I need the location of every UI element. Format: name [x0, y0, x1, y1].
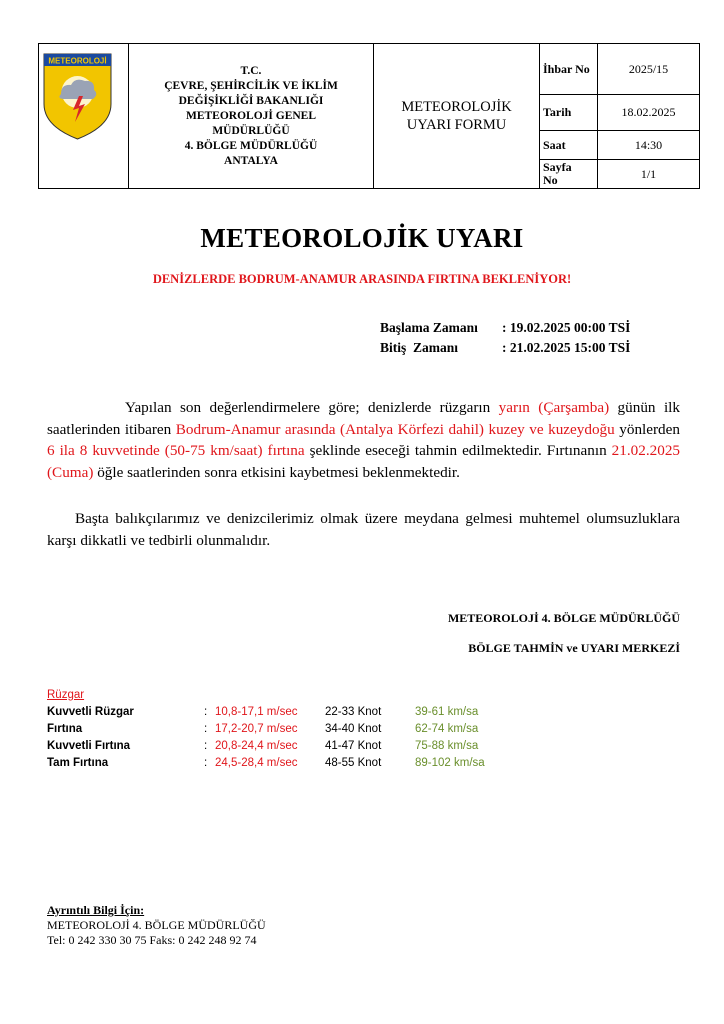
- ministry-line: ÇEVRE, ŞEHİRCİLİK VE İKLİM: [164, 79, 338, 92]
- wind-kmh: 39-61 km/sa: [415, 705, 479, 718]
- warning-subtitle: DENİZLERDE BODRUM-ANAMUR ARASINDA FIRTINA BEKLENİYOR!: [152, 272, 572, 286]
- header-table: [38, 43, 700, 189]
- contact-phone: Tel: 0 242 330 30 75 Faks: 0 242 248 92 74: [47, 933, 257, 947]
- meteoroloji-logo-icon: [39, 44, 128, 188]
- tarih-label: Tarih: [543, 105, 572, 119]
- signature-center: BÖLGE TAHMİN ve UYARI MERKEZİ: [468, 641, 680, 655]
- start-time-label: Başlama Zamanı: [380, 320, 478, 335]
- paragraph-highlight: Bodrum-Anamur arasında (Antalya Körfezi dahil) kuzey ve kuzeydoğu: [175, 420, 615, 438]
- ihbar-no-label: İhbar No: [543, 61, 590, 76]
- sayfa-no-label: Sayfa No: [543, 160, 572, 187]
- contact-heading: Ayrıntılı Bilgi İçin:: [47, 903, 145, 917]
- contact-info: [47, 903, 266, 948]
- saat-label: Saat: [543, 137, 566, 152]
- paragraph-highlight: 21.02.2025 (Cuma): [47, 442, 680, 481]
- form-title-line: UYARI FORMU: [406, 117, 507, 133]
- paragraph-text: yönlerden: [614, 420, 680, 438]
- paragraph-highlight: yarın (Çarşamba): [498, 399, 610, 416]
- paragraph-text: öğle saatlerinden sonra etkisini kaybetmesi beklenmektedir.: [93, 463, 460, 481]
- wind-knot: 48-55 Knot: [325, 756, 382, 769]
- advice-paragraph: Başta balıkçılarımız ve denizcilerimiz olmak üzere meydana gelmesi muhtemel olumsuzluklara karşı dikkatli ve tedbirli olunmalıdır.: [47, 510, 680, 549]
- wind-row: [47, 754, 525, 771]
- ministry-line: DEĞİŞİKLİĞİ BAKANLIĞI: [178, 94, 324, 107]
- logo: [39, 44, 128, 188]
- time-range: [380, 318, 630, 358]
- saat-value: 14:30: [634, 137, 663, 152]
- signature-office: METEOROLOJİ 4. BÖLGE MÜDÜRLÜĞÜ: [447, 611, 680, 625]
- wind-colon: :: [204, 756, 208, 769]
- wind-kmh: 62-74 km/sa: [415, 722, 479, 735]
- page-title: METEOROLOJİK UYARI: [200, 223, 524, 253]
- wind-ms: 24,5-28,4 m/sec: [215, 756, 298, 769]
- wind-ms: 17,2-20,7 m/sec: [215, 722, 298, 735]
- ministry-line: ANTALYA: [224, 154, 278, 167]
- paragraph-text: günün ilk saatlerinden itibaren: [47, 399, 680, 438]
- form-title-line: METEOROLOJİK: [401, 99, 512, 115]
- wind-colon: :: [204, 705, 208, 718]
- wind-colon: :: [204, 739, 208, 752]
- wind-category: Kuvvetli Fırtına: [47, 739, 131, 752]
- wind-scale-table: [47, 689, 525, 771]
- ministry-line: METEOROLOJİ GENEL: [185, 109, 317, 122]
- wind-category: Tam Fırtına: [47, 756, 109, 769]
- sayfa-no-value: 1/1: [640, 166, 657, 181]
- contact-office: METEOROLOJİ 4. BÖLGE MÜDÜRLÜĞÜ: [47, 918, 266, 932]
- ministry-line: T.C.: [240, 64, 262, 77]
- paragraph-highlight: 6 ila 8 kuvvetinde (50-75 km/saat) fırtına: [47, 442, 305, 459]
- tarih-value: 18.02.2025: [621, 105, 676, 119]
- paragraph-text: Yapılan son değerlendirmelere göre; denizlerde rüzgarın: [125, 399, 499, 416]
- wind-knot: 22-33 Knot: [325, 705, 382, 718]
- wind-kmh: 89-102 km/sa: [415, 756, 485, 769]
- wind-colon: :: [204, 722, 208, 735]
- wind-heading: Rüzgar: [47, 689, 85, 701]
- ministry-name: [129, 44, 373, 188]
- wind-row: [47, 737, 525, 754]
- ihbar-no-value: 2025/15: [628, 61, 669, 76]
- wind-kmh: 75-88 km/sa: [415, 739, 479, 752]
- start-time-value: : 19.02.2025 00:00 TSİ: [502, 320, 631, 335]
- wind-ms: 10,8-17,1 m/sec: [215, 705, 298, 718]
- end-time-value: : 21.02.2025 15:00 TSİ: [502, 340, 631, 355]
- warning-paragraph: [47, 397, 680, 483]
- wind-knot: 41-47 Knot: [325, 739, 382, 752]
- wind-category: Fırtına: [47, 722, 83, 735]
- ministry-line: 4. BÖLGE MÜDÜRLÜĞÜ: [184, 139, 318, 152]
- end-time-label: Bitiş Zamanı: [380, 340, 459, 355]
- wind-ms: 20,8-24,4 m/sec: [215, 739, 298, 752]
- wind-row: [47, 703, 525, 720]
- wind-category: Kuvvetli Rüzgar: [47, 705, 134, 718]
- ministry-line: MÜDÜRLÜĞÜ: [212, 124, 290, 137]
- wind-knot: 34-40 Knot: [325, 722, 382, 735]
- paragraph-text: şeklinde eseceği tahmin edilmektedir. Fırtınanın: [304, 442, 612, 459]
- wind-row: [47, 720, 525, 737]
- form-title: [374, 44, 539, 188]
- logo-text: METEOROLOJİ: [48, 56, 107, 66]
